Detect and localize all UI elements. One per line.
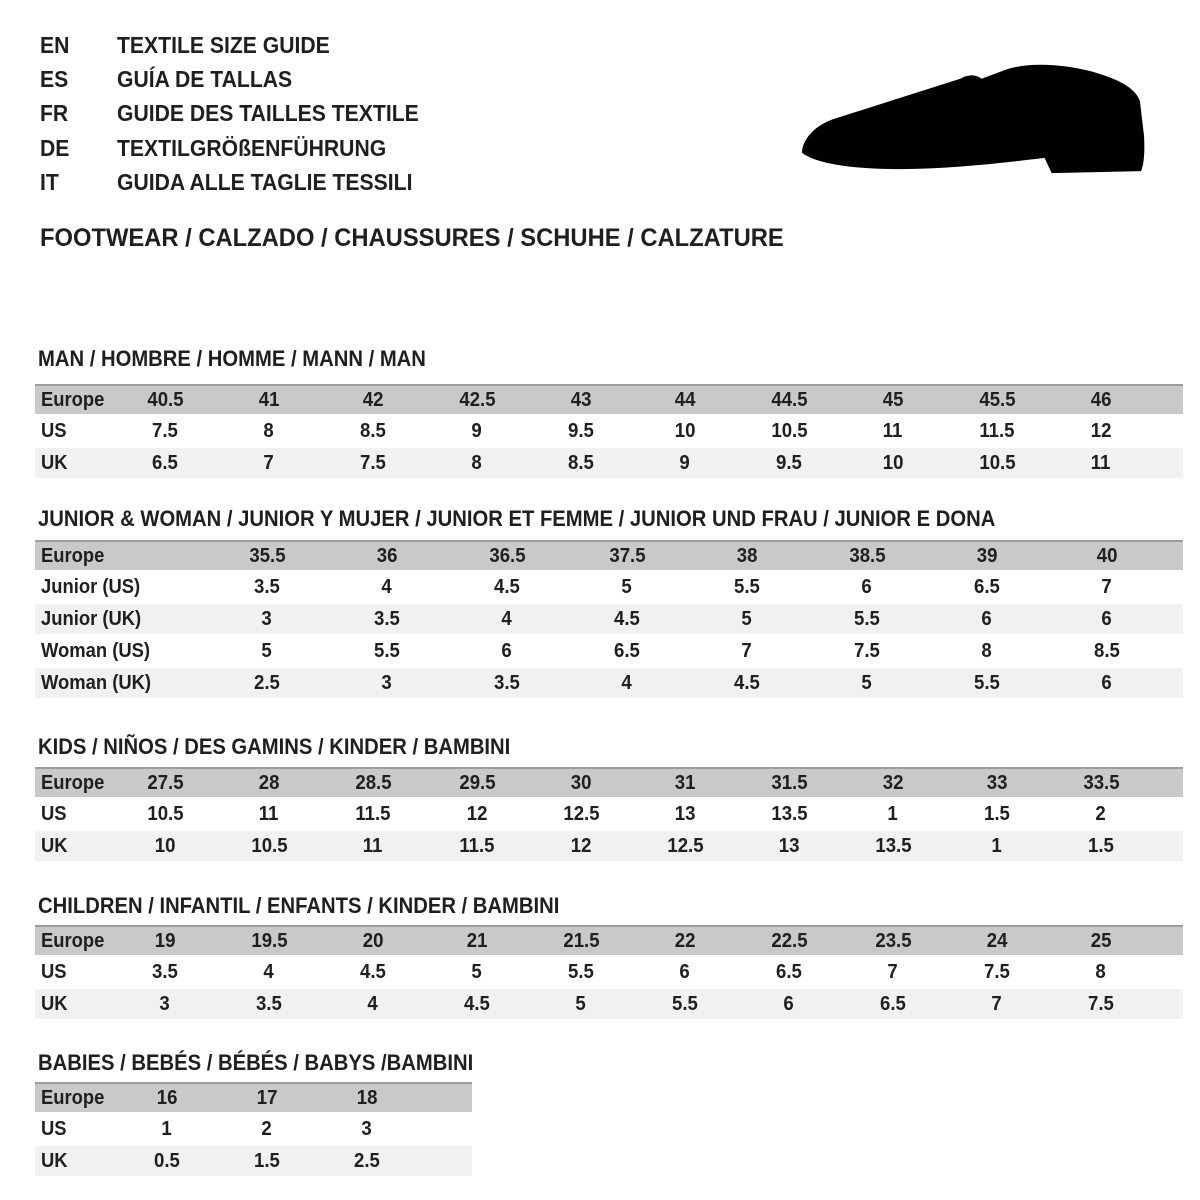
size-cell: 4 <box>621 671 633 694</box>
size-cell: 5.5 <box>568 960 594 983</box>
size-cell: 21 <box>466 929 488 952</box>
size-cell: 10.5 <box>146 802 184 825</box>
size-table-children <box>35 925 1183 1021</box>
size-cell: 3 <box>261 607 273 630</box>
language-code: ES <box>40 66 69 93</box>
size-cell: 7.5 <box>1088 992 1114 1015</box>
size-cell: 6 <box>861 575 873 598</box>
size-cell: 2.5 <box>254 671 280 694</box>
size-cell: 8.5 <box>1094 639 1120 662</box>
row-label: Woman (UK) <box>41 671 152 694</box>
language-title: GUIDA ALLE TAGLIE TESSILI <box>117 169 413 196</box>
language-title: TEXTILE SIZE GUIDE <box>117 31 330 58</box>
table-row <box>35 572 1183 602</box>
size-cell: 6.5 <box>776 960 802 983</box>
size-cell: 3.5 <box>152 960 178 983</box>
size-cell: 36.5 <box>488 544 526 567</box>
table-row <box>35 636 1183 666</box>
row-label: Europe <box>41 1086 105 1109</box>
row-label: US <box>41 802 67 825</box>
size-cell: 16 <box>156 1086 178 1109</box>
language-row-de <box>40 131 445 165</box>
size-cell: 2.5 <box>354 1149 380 1172</box>
table-row <box>35 1146 472 1176</box>
table-row <box>35 1114 472 1144</box>
size-cell: 45.5 <box>978 388 1016 411</box>
section-title-children: CHILDREN / INFANTIL / ENFANTS / KINDER / BAMBINI <box>38 893 560 918</box>
size-cell: 40 <box>1096 544 1118 567</box>
size-cell: 3.5 <box>254 575 280 598</box>
row-label: Europe <box>41 544 105 567</box>
language-title: GUÍA DE TALLAS <box>117 66 293 93</box>
size-cell: 1.5 <box>254 1149 280 1172</box>
size-cell: 3.5 <box>494 671 520 694</box>
size-cell: 29.5 <box>458 771 496 794</box>
size-cell: 37.5 <box>608 544 646 567</box>
size-cell: 1.5 <box>1088 834 1114 857</box>
section-title-man: MAN / HOMBRE / HOMME / MANN / MAN <box>38 346 426 371</box>
size-cell: 21.5 <box>562 929 600 952</box>
size-cell: 44.5 <box>770 388 808 411</box>
table-row <box>35 384 1183 414</box>
size-cell: 5 <box>575 992 587 1015</box>
size-cell: 3 <box>159 992 171 1015</box>
size-cell: 7.5 <box>152 419 178 442</box>
size-cell: 6 <box>783 992 795 1015</box>
size-cell: 6 <box>501 639 513 662</box>
size-cell: 38.5 <box>848 544 886 567</box>
size-cell: 10.5 <box>250 834 288 857</box>
table-row <box>35 604 1183 634</box>
size-cell: 2 <box>261 1117 273 1140</box>
size-cell: 4.5 <box>464 992 490 1015</box>
size-cell: 4 <box>367 992 379 1015</box>
table-row <box>35 767 1183 797</box>
size-cell: 5 <box>741 607 753 630</box>
size-cell: 10 <box>674 419 696 442</box>
size-cell: 5.5 <box>974 671 1000 694</box>
size-cell: 13.5 <box>874 834 912 857</box>
size-cell: 11 <box>259 802 279 825</box>
size-cell: 36 <box>376 544 398 567</box>
category-heading <box>40 224 823 253</box>
size-cell: 4 <box>381 575 393 598</box>
language-code: DE <box>40 134 70 161</box>
size-cell: 7.5 <box>984 960 1010 983</box>
size-cell: 35.5 <box>248 544 286 567</box>
size-cell: 5 <box>861 671 873 694</box>
size-cell: 30 <box>570 771 592 794</box>
size-cell: 4.5 <box>360 960 386 983</box>
size-cell: 31 <box>674 771 696 794</box>
size-cell: 7.5 <box>360 451 386 474</box>
size-cell: 13 <box>778 834 800 857</box>
table-row <box>35 540 1183 570</box>
size-cell: 1.5 <box>984 802 1010 825</box>
table-row <box>35 989 1183 1019</box>
language-row-fr <box>40 97 445 131</box>
category-heading-text: FOOTWEAR / CALZADO / CHAUSSURES / SCHUHE / CALZATURE <box>40 224 784 252</box>
size-cell: 18 <box>356 1086 378 1109</box>
language-row-it <box>40 166 445 200</box>
size-cell: 6 <box>679 960 691 983</box>
size-cell: 1 <box>991 834 1003 857</box>
size-cell: 11.5 <box>355 802 391 825</box>
size-cell: 8 <box>471 451 483 474</box>
size-cell: 11 <box>883 419 903 442</box>
size-cell: 10.5 <box>978 451 1016 474</box>
size-cell: 9 <box>471 419 483 442</box>
row-label: US <box>41 419 67 442</box>
size-cell: 11.5 <box>459 834 495 857</box>
size-cell: 5.5 <box>734 575 760 598</box>
size-cell: 11 <box>1091 451 1111 474</box>
size-cell: 6.5 <box>974 575 1000 598</box>
size-cell: 12.5 <box>666 834 704 857</box>
size-cell: 13.5 <box>770 802 808 825</box>
row-label: US <box>41 1117 67 1140</box>
language-list <box>40 28 445 200</box>
size-cell: 9.5 <box>568 419 594 442</box>
table-row <box>35 416 1183 446</box>
size-cell: 33.5 <box>1082 771 1120 794</box>
size-cell: 7 <box>1101 575 1113 598</box>
table-row <box>35 448 1183 478</box>
row-label: UK <box>41 992 68 1015</box>
row-label: Junior (UK) <box>41 607 142 630</box>
size-cell: 3 <box>361 1117 373 1140</box>
language-title: TEXTILGRÖßENFÜHRUNG <box>117 134 387 161</box>
size-cell: 43 <box>570 388 592 411</box>
size-cell: 8 <box>1095 960 1107 983</box>
language-code: IT <box>40 169 59 196</box>
size-cell: 6.5 <box>880 992 906 1015</box>
size-table-babies <box>35 1082 472 1178</box>
table-row <box>35 925 1183 955</box>
size-cell: 6.5 <box>614 639 640 662</box>
size-cell: 27.5 <box>146 771 184 794</box>
size-cell: 3.5 <box>256 992 282 1015</box>
section-title-junior-woman: JUNIOR & WOMAN / JUNIOR Y MUJER / JUNIOR ET FEMME / JUNIOR UND FRAU / JUNIOR E DONA <box>38 506 996 531</box>
size-cell: 25 <box>1090 929 1112 952</box>
size-cell: 8 <box>981 639 993 662</box>
size-cell: 5 <box>621 575 633 598</box>
size-cell: 39 <box>976 544 998 567</box>
size-cell: 45 <box>882 388 904 411</box>
table-row <box>35 668 1183 698</box>
size-cell: 5.5 <box>672 992 698 1015</box>
size-cell: 9 <box>679 451 691 474</box>
size-cell: 17 <box>256 1086 278 1109</box>
size-cell: 4.5 <box>614 607 640 630</box>
size-cell: 6 <box>1101 607 1113 630</box>
size-cell: 42.5 <box>458 388 496 411</box>
language-title: GUIDE DES TAILLES TEXTILE <box>117 100 419 127</box>
section-title-kids: KIDS / NIÑOS / DES GAMINS / KINDER / BAMBINI <box>38 734 511 759</box>
language-code: FR <box>40 100 69 127</box>
row-label: Europe <box>41 388 105 411</box>
size-cell: 3 <box>381 671 393 694</box>
size-cell: 4.5 <box>734 671 760 694</box>
size-cell: 10 <box>154 834 176 857</box>
size-cell: 8 <box>263 419 275 442</box>
size-cell: 4 <box>501 607 513 630</box>
size-cell: 24 <box>986 929 1008 952</box>
size-cell: 7.5 <box>854 639 880 662</box>
size-cell: 9.5 <box>776 451 802 474</box>
size-cell: 40.5 <box>146 388 184 411</box>
language-code: EN <box>40 31 70 58</box>
size-cell: 19.5 <box>250 929 288 952</box>
size-cell: 44 <box>674 388 696 411</box>
size-cell: 5 <box>261 639 273 662</box>
size-cell: 4.5 <box>494 575 520 598</box>
size-cell: 31.5 <box>770 771 808 794</box>
size-table-man <box>35 384 1183 480</box>
row-label: UK <box>41 834 68 857</box>
table-row <box>35 957 1183 987</box>
size-cell: 19 <box>154 929 176 952</box>
size-cell: 7 <box>991 992 1003 1015</box>
size-cell: 1 <box>887 802 899 825</box>
size-cell: 12.5 <box>562 802 600 825</box>
size-cell: 6 <box>1101 671 1113 694</box>
row-label: UK <box>41 1149 68 1172</box>
table-row <box>35 1082 472 1112</box>
size-cell: 5.5 <box>374 639 400 662</box>
size-cell: 20 <box>362 929 384 952</box>
size-cell: 5.5 <box>854 607 880 630</box>
size-cell: 6.5 <box>152 451 178 474</box>
row-label: Europe <box>41 771 105 794</box>
size-cell: 22 <box>674 929 696 952</box>
row-label: Junior (US) <box>41 575 141 598</box>
size-cell: 41 <box>258 388 280 411</box>
size-cell: 3.5 <box>374 607 400 630</box>
row-label: Woman (US) <box>41 639 151 662</box>
size-cell: 7 <box>263 451 275 474</box>
size-cell: 10.5 <box>770 419 808 442</box>
section-title-babies: BABIES / BEBÉS / BÉBÉS / BABYS /BAMBINI <box>38 1050 474 1075</box>
size-cell: 2 <box>1095 802 1107 825</box>
size-cell: 6 <box>981 607 993 630</box>
size-cell: 13 <box>674 802 696 825</box>
size-cell: 0.5 <box>154 1149 180 1172</box>
size-table-junior-woman <box>35 540 1183 700</box>
size-cell: 10 <box>882 451 904 474</box>
size-cell: 7 <box>741 639 753 662</box>
shoe-icon-svg <box>800 60 1145 198</box>
size-cell: 28 <box>258 771 280 794</box>
size-cell: 4 <box>263 960 275 983</box>
row-label: US <box>41 960 67 983</box>
size-cell: 5 <box>471 960 483 983</box>
language-row-en <box>40 28 445 62</box>
size-cell: 11.5 <box>979 419 1015 442</box>
size-cell: 7 <box>887 960 899 983</box>
size-cell: 38 <box>736 544 758 567</box>
size-cell: 11 <box>363 834 383 857</box>
size-cell: 12 <box>570 834 592 857</box>
size-cell: 12 <box>466 802 488 825</box>
size-cell: 22.5 <box>770 929 808 952</box>
size-cell: 8.5 <box>568 451 594 474</box>
shoe-icon <box>800 60 1145 198</box>
row-label: UK <box>41 451 68 474</box>
table-row <box>35 831 1183 861</box>
size-cell: 12 <box>1090 419 1112 442</box>
size-cell: 28.5 <box>354 771 392 794</box>
size-cell: 46 <box>1090 388 1112 411</box>
row-label: Europe <box>41 929 105 952</box>
size-cell: 1 <box>161 1117 173 1140</box>
size-cell: 23.5 <box>874 929 912 952</box>
table-row <box>35 799 1183 829</box>
size-cell: 32 <box>882 771 904 794</box>
language-row-es <box>40 62 445 96</box>
size-cell: 8.5 <box>360 419 386 442</box>
size-table-kids <box>35 767 1183 863</box>
size-cell: 42 <box>362 388 384 411</box>
size-cell: 33 <box>986 771 1008 794</box>
